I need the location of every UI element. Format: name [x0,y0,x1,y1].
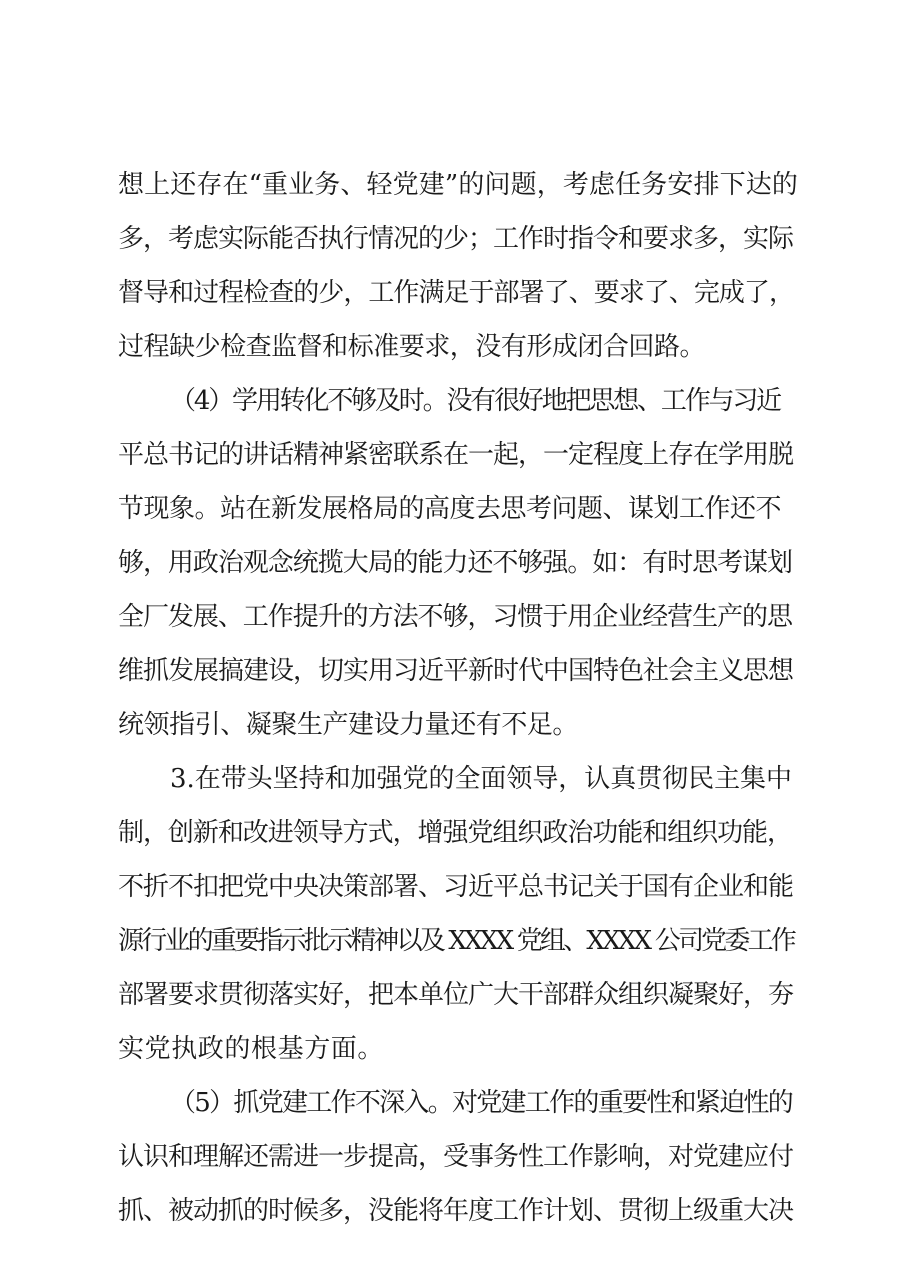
text-line-content: 统领指引、凝聚生产建设力量还有不足。 [118,710,578,740]
text-line-content: （5）抓党建工作不深入。对党建工作的重要性和紧迫性的 [170,1088,792,1118]
text-line-content: （4）学用转化不够及时。没有很好地把思想、工作与习近 [170,386,780,416]
text-line-content: 抓、被动抓的时候多，没能将年度工作计划、贯彻上级重大决 [118,1196,793,1226]
text-line-content: 全厂发展、工作提升的方法不够，习惯于用企业经营生产的思 [118,602,792,632]
text-line [0,435,909,475]
text-line [0,975,909,1015]
text-line-content: 实党执政的根基方面。 [118,1034,384,1064]
text-line [0,867,909,907]
text-line-content: 不折不扣把党中央决策部署、习近平总书记关于国有企业和能 [118,872,793,902]
text-line [0,1083,909,1123]
text-line [0,759,909,799]
text-line-content: 想上还存在“重业务、轻党建”的问题，考虑任务安排下达的 [118,170,798,200]
text-line [0,543,909,583]
text-line [0,273,909,313]
text-line-content: 节现象。站在新发展格局的高度去思考问题、谋划工作还不 [118,494,781,524]
text-line-content: 部署要求贯彻落实好，把本单位广大干部群众组织凝聚好，夯 [118,980,793,1010]
text-line [0,381,909,421]
text-line [0,219,909,259]
text-line [0,921,909,961]
text-line [0,597,909,637]
text-line-content: 过程缺少检查监督和标准要求，没有形成闭合回路。 [118,332,705,362]
text-line-content: 维抓发展搞建设，切实用习近平新时代中国特色社会主义思想 [118,656,793,686]
text-line-content: 平总书记的讲话精神紧密联系在一起，一定程度上存在学用脱 [118,440,793,470]
text-line-content: 够，用政治观念统揽大局的能力还不够强。如：有时思考谋划 [118,548,792,578]
text-line-content: 源行业的重要指示批示精神以及 XXXX 党组、XXXX 公司党委工作 [118,926,794,956]
text-line [0,1029,909,1069]
text-line-content: 多，考虑实际能否执行情况的少；工作时指令和要求多，实际 [118,224,793,254]
text-line-content: 制，创新和改进领导方式，增强党组织政治功能和组织功能， [118,818,792,848]
text-line [0,1191,909,1231]
text-line [0,327,909,367]
text-line [0,813,909,853]
text-line [0,705,909,745]
text-line-content: 认识和理解还需进一步提高，受事务性工作影响，对党建应付 [118,1142,793,1172]
text-line [0,651,909,691]
text-line-content: 督导和过程检查的少，工作满足于部署了、要求了、完成了， [118,278,794,308]
text-line-content: 3.在带头坚持和加强党的全面领导，认真贯彻民主集中 [170,764,792,794]
text-line [0,1137,909,1177]
text-line [0,489,909,529]
text-line [0,165,909,205]
